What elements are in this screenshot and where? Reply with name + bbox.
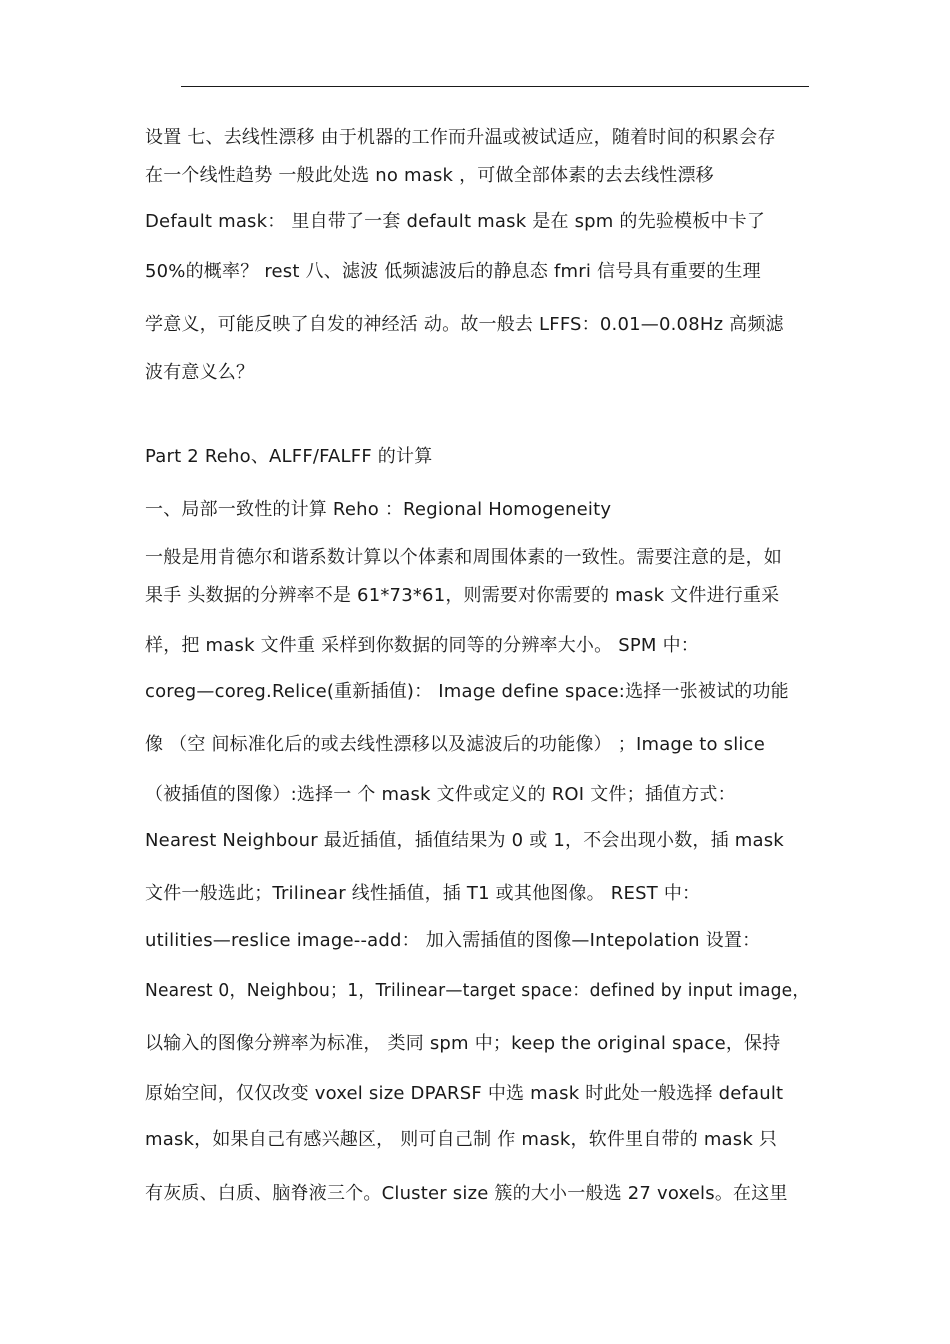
body-line: 一般是用肯德尔和谐系数计算以个体素和周围体素的一致性。需要注意的是，如 <box>145 547 782 568</box>
body-line: 样，把 mask 文件重 采样到你数据的同等的分辨率大小。 SPM 中： <box>145 635 699 656</box>
body-line: Nearest Neighbour 最近插值，插值结果为 0 或 1，不会出现小数，插 mask <box>145 830 784 851</box>
body-line: 在一个线性趋势 一般此处选 no mask ，可做全部体素的去去线性漂移 <box>145 165 714 186</box>
body-line: 学意义，可能反映了自发的神经活 动。故一般去 LFFS：0.01—0.08Hz 高频滤 <box>145 314 784 335</box>
body-line: 原始空间，仅仅改变 voxel size DPARSF 中选 mask 时此处一般选择 default <box>145 1083 784 1104</box>
body-line: （被插值的图像）:选择一 个 mask 文件或定义的 ROI 文件；插值方式： <box>145 784 736 805</box>
body-line: coreg—coreg.Relice(重新插值)： Image define space:选择一张被试的功能 <box>145 681 789 702</box>
body-line: utilities—reslice image--add： 加入需插值的图像—Intepolation 设置： <box>145 930 761 951</box>
body-line: 50%的概率？ rest 八、滤波 低频滤波后的静息态 fmri 信号具有重要的生理 <box>145 261 761 282</box>
body-line: 有灰质、白质、脑脊液三个。Cluster size 簇的大小一般选 27 voxels。在这里 <box>145 1183 788 1204</box>
body-line: 文件一般选此；Trilinear 线性插值，插 T1 或其他图像。 REST 中： <box>145 883 701 904</box>
body-line: 以输入的图像分辨率为标准， 类同 spm 中；keep the original space，保持 <box>145 1033 781 1054</box>
section-heading: Part 2 Reho、ALFF/FALFF 的计算 <box>145 446 433 467</box>
body-line: 果手 头数据的分辨率不是 61*73*61，则需要对你需要的 mask 文件进行重采 <box>145 585 780 606</box>
body-line: Default mask： 里自带了一套 default mask 是在 spm 的先验模板中卡了 <box>145 211 766 232</box>
subsection-heading: 一、局部一致性的计算 Reho ：Regional Homogeneity <box>145 499 612 520</box>
body-line: 像 （空 间标准化后的或去线性漂移以及滤波后的功能像） ；Image to slice <box>145 734 765 755</box>
body-line: 设置 七、去线性漂移 由于机器的工作而升温或被试适应，随着时间的积累会存 <box>145 127 776 148</box>
body-line: Nearest 0，Neighbou；1，Trilinear—target space：defined by input image， <box>145 980 810 1001</box>
header-rule <box>181 86 809 87</box>
body-line: mask，如果自己有感兴趣区， 则可自己制 作 mask，软件里自带的 mask 只 <box>145 1129 778 1150</box>
body-line: 波有意义么？ <box>145 362 255 383</box>
